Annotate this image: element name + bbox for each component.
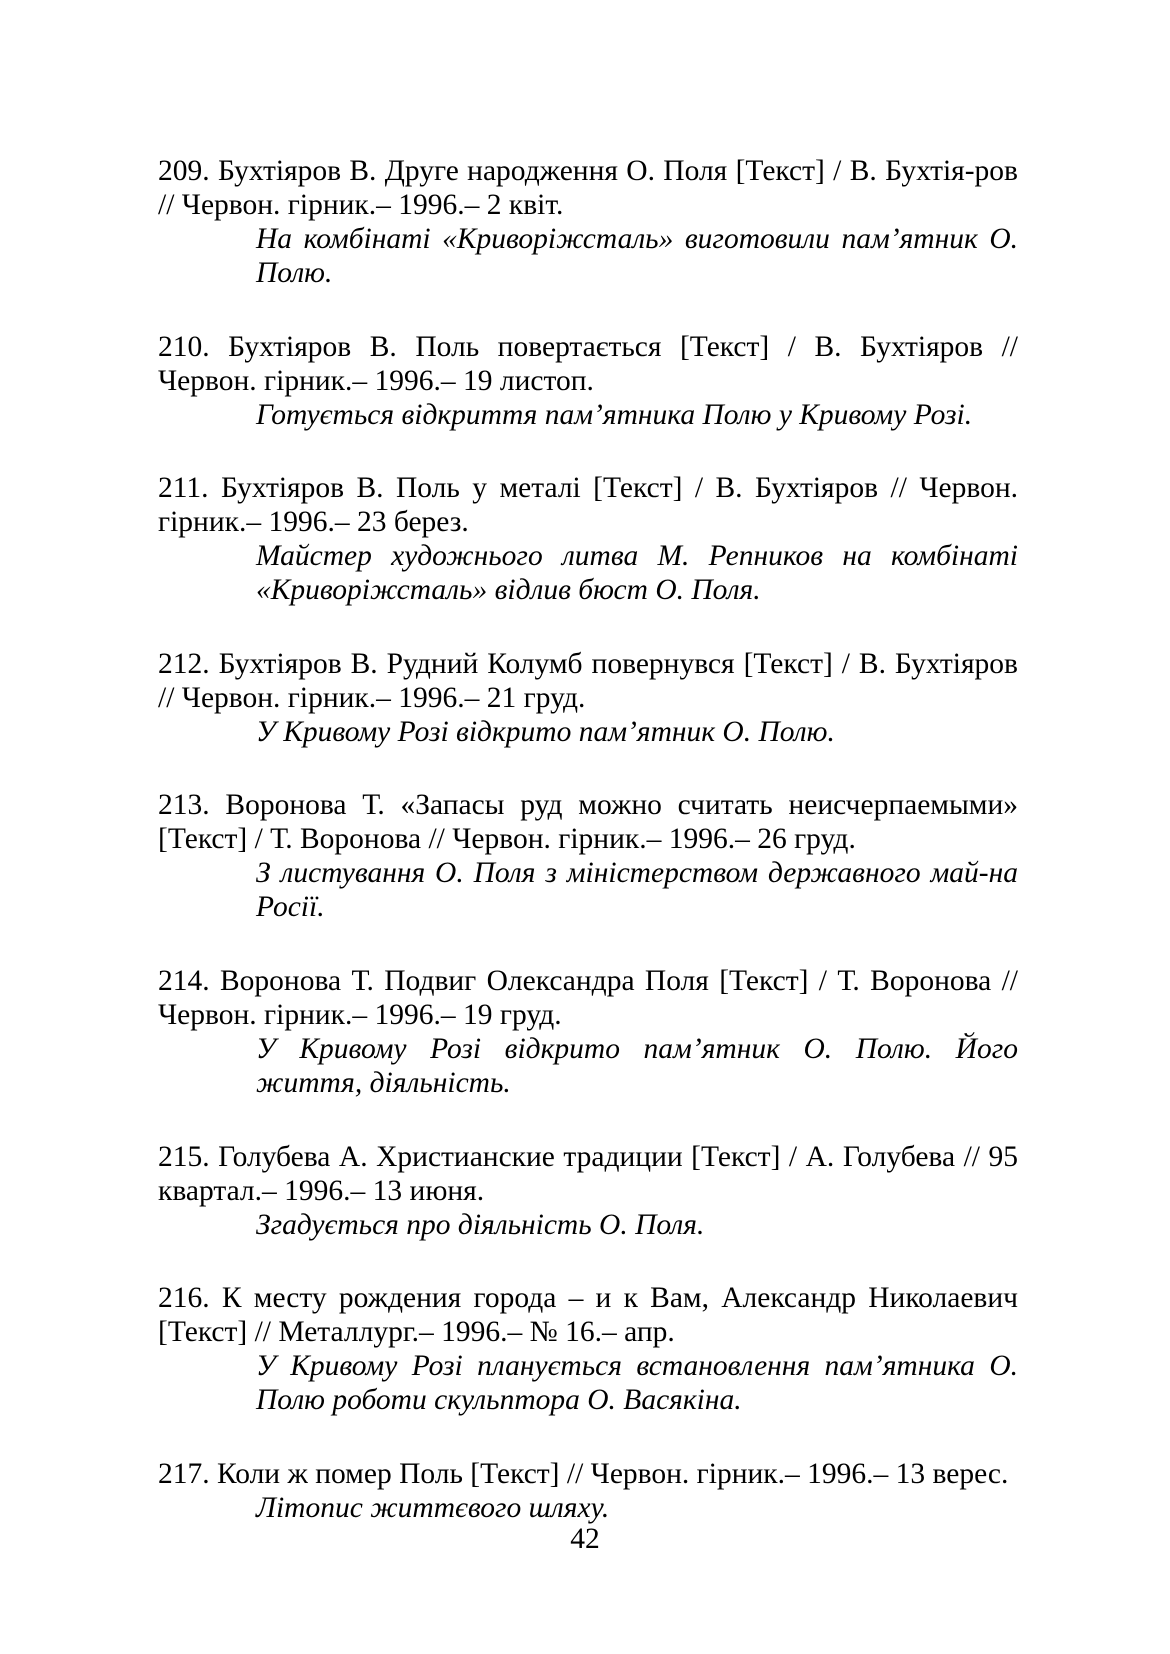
bibliography-entry (158, 471, 1018, 607)
entry-annotation: Готується відкриття пам’ятника Полю у Кривому Розі. (256, 399, 973, 431)
bibliography-list (158, 154, 1018, 1525)
entry-annotation: На комбінаті «Криворіжсталь» виготовили пам’ятник О. Полю. (256, 223, 1018, 289)
bibliography-entry (158, 1140, 1018, 1242)
entry-citation: 212. Бухтіяров В. Рудний Колумб повернувся [Текст] / В. Бухтіяров // Червон. гірник.– 1996.– 21 груд. (158, 648, 1018, 714)
page-number: 42 (570, 1523, 600, 1555)
entry-annotation: Майстер художнього литва М. Репников на комбінаті «Криворіжсталь» відлив бюст О. Поля. (256, 540, 1018, 606)
bibliography-entry (158, 788, 1018, 924)
entry-annotation: У Кривому Розі планується встановлення пам’ятника О. Полю роботи скульптора О. Васякіна. (256, 1350, 1018, 1416)
entry-annotation: Згадується про діяльність О. Поля. (256, 1209, 705, 1241)
bibliography-entry (158, 1457, 1018, 1525)
entry-citation: 213. Воронова Т. «Запасы руд можно считать неисчерпаемыми» [Текст] / Т. Воронова // Червон. гірник.– 1996.– 26 груд. (158, 789, 1018, 855)
entry-annotation: У Кривому Розі відкрито пам’ятник О. Полю. Його життя, діяльність. (256, 1033, 1018, 1099)
entry-citation: 215. Голубева А. Христианские традиции [Текст] / А. Голубева // 95 квартал.– 1996.– 13 июня. (158, 1141, 1018, 1207)
entry-citation: 210. Бухтіяров В. Поль повертається [Текст] / В. Бухтіяров // Червон. гірник.– 1996.– 19 листоп. (158, 331, 1018, 397)
entry-annotation: З листування О. Поля з міністерством державного май-на Росії. (256, 857, 1018, 923)
bibliography-entry (158, 1281, 1018, 1417)
bibliography-entry (158, 154, 1018, 290)
entry-annotation: У Кривому Розі відкрито пам’ятник О. Полю. (256, 716, 835, 748)
bibliography-entry (158, 647, 1018, 749)
entry-citation: 209. Бухтіяров В. Друге народження О. Поля [Текст] / В. Бухтія-ров // Червон. гірник.– 1996.– 2 квіт. (158, 155, 1018, 221)
entry-annotation: Літопис життєвого шляху. (256, 1492, 610, 1524)
bibliography-entry (158, 330, 1018, 432)
entry-citation: 211. Бухтіяров В. Поль у металі [Текст] / В. Бухтіяров // Червон. гірник.– 1996.– 23 берез. (158, 472, 1018, 538)
bibliography-entry (158, 964, 1018, 1100)
entry-citation: 216. К месту рождения города – и к Вам, Александр Николаевич [Текст] // Металлург.– 1996.– № 16.– апр. (158, 1282, 1018, 1348)
entry-citation: 217. Коли ж помер Поль [Текст] // Червон. гірник.– 1996.– 13 верес. (158, 1458, 1009, 1490)
entry-citation: 214. Воронова Т. Подвиг Олександра Поля [Текст] / Т. Воронова // Червон. гірник.– 1996.– 19 груд. (158, 965, 1018, 1031)
